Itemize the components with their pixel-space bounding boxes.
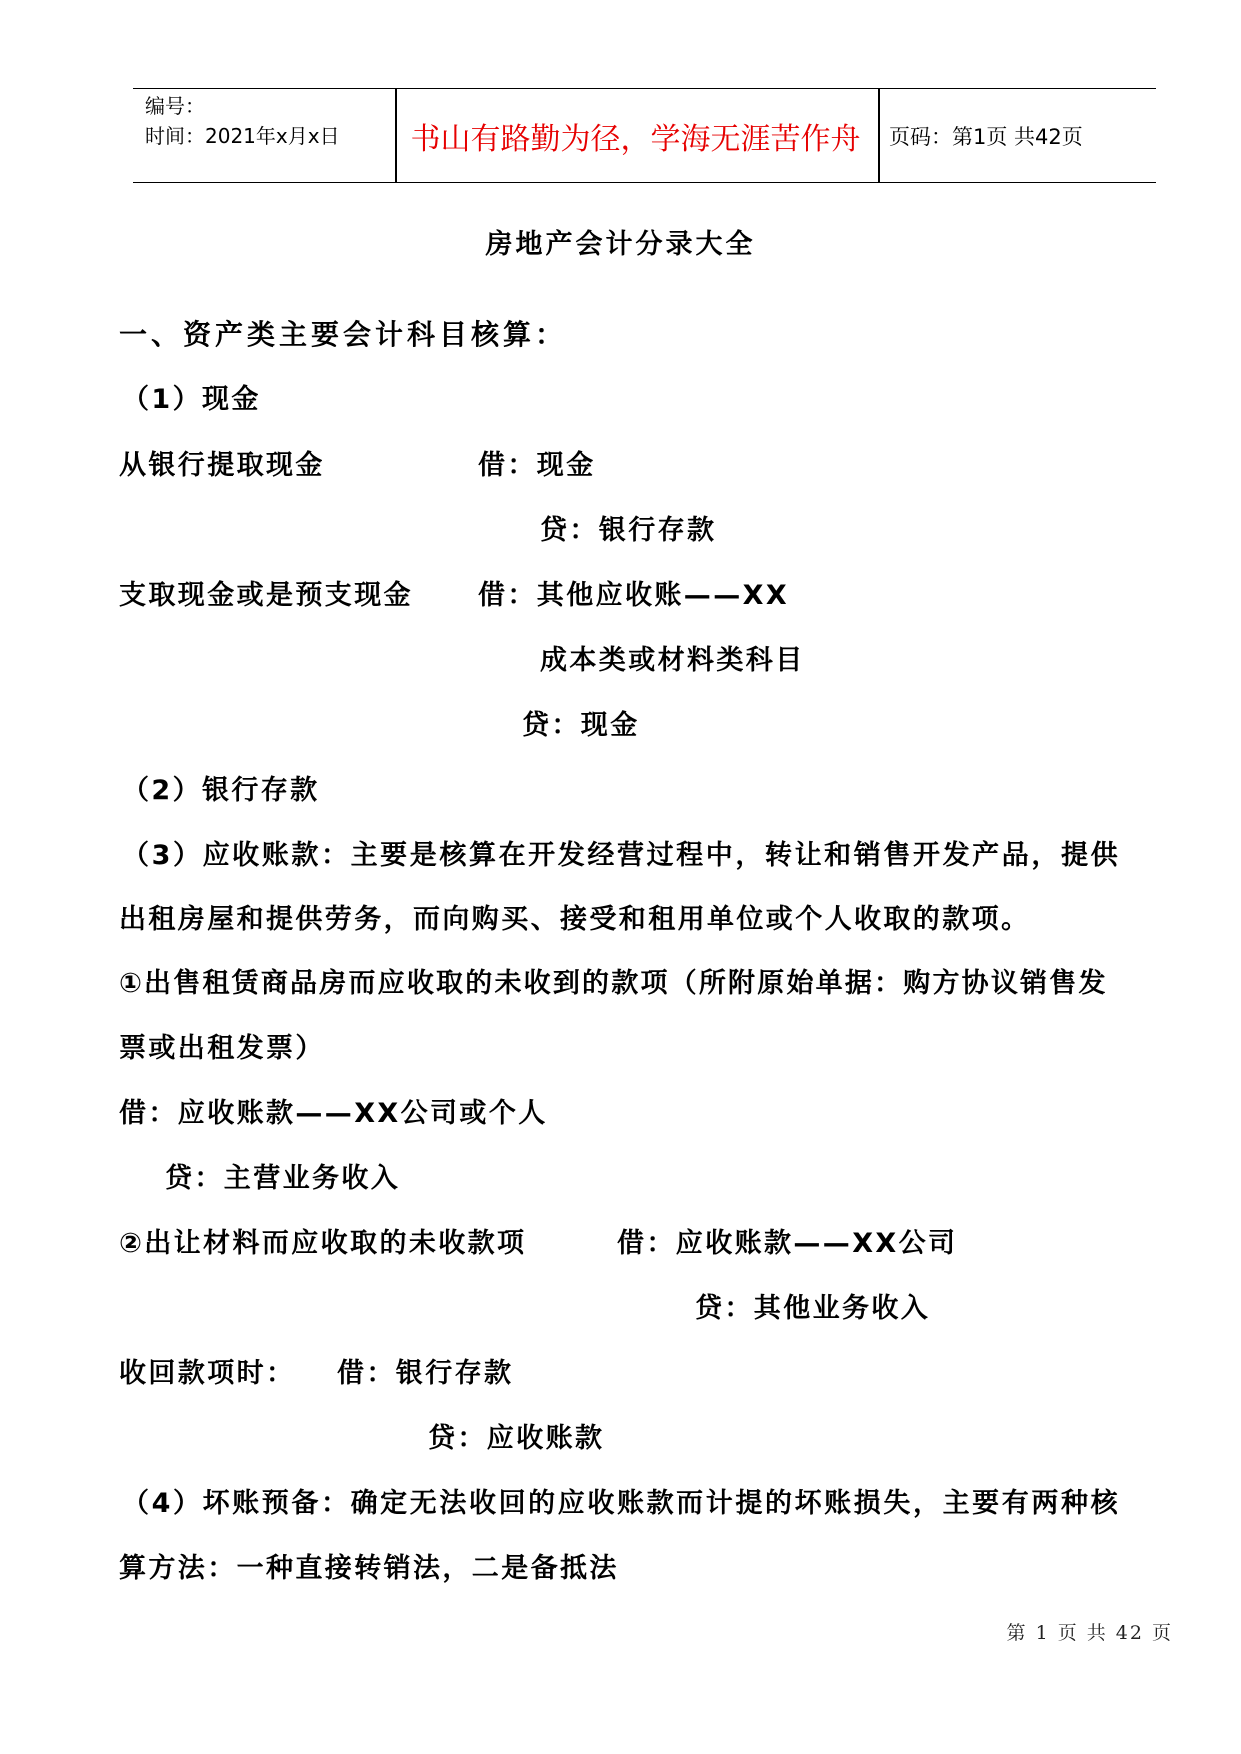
credit-entry: 贷：主营业务收入: [165, 1163, 401, 1194]
header-page-info: 页码：第1页 共42页: [889, 124, 1083, 149]
item-heading: （1）现金: [122, 384, 261, 415]
section-heading: 一、资产类主要会计科目核算：: [119, 318, 568, 351]
credit-entry: 贷：现金: [522, 710, 640, 741]
paragraph-line: 票或出租发票）: [119, 1033, 325, 1064]
header-number: 编号：: [145, 94, 205, 118]
page-footer: 第 1 页 共 42 页: [1006, 1622, 1173, 1644]
entry-description: 支取现金或是预支现金: [119, 580, 413, 611]
header-time: 时间：2021年x月x日: [145, 124, 340, 148]
paragraph-line: （4）坏账预备：确定无法收回的应收账款而计提的坏账损失，主要有两种核: [122, 1488, 1121, 1519]
credit-entry: 贷：应收账款: [428, 1423, 605, 1454]
debit-entry: 借：其他应收账——XX: [478, 580, 790, 611]
debit-entry: 借：银行存款: [337, 1358, 514, 1389]
document-title: 房地产会计分录大全: [485, 229, 756, 260]
header-meta: [145, 91, 340, 151]
entry-description: 收回款项时：: [119, 1358, 296, 1389]
credit-entry: 贷：银行存款: [540, 515, 717, 546]
debit-entry: 借：应收账款——XX公司: [617, 1228, 958, 1259]
header-divider: [878, 89, 880, 182]
paragraph-line: 出租房屋和提供劳务，而向购买、接受和租用单位或个人收取的款项。: [119, 904, 1031, 935]
paragraph-line: 算方法：一种直接转销法，二是备抵法: [119, 1553, 619, 1584]
credit-entry: 贷：其他业务收入: [695, 1293, 931, 1324]
entry-description: 从银行提取现金: [119, 450, 325, 481]
item-heading: （2）银行存款: [122, 775, 320, 806]
debit-entry-continued: 成本类或材料类科目: [540, 645, 805, 676]
paragraph-line: （3）应收账款：主要是核算在开发经营过程中，转让和销售开发产品，提供: [122, 840, 1121, 871]
page-header: [133, 88, 1156, 183]
debit-entry: 借：应收账款——XX公司或个人: [119, 1098, 548, 1129]
debit-entry: 借：现金: [478, 450, 596, 481]
paragraph-line: ①出售租赁商品房而应收取的未收到的款项（所附原始单据：购方协议销售发: [119, 968, 1108, 999]
header-motto: 书山有路勤为径，学海无涯苦作舟: [410, 121, 861, 157]
entry-description: ②出让材料而应收取的未收款项: [119, 1228, 527, 1259]
